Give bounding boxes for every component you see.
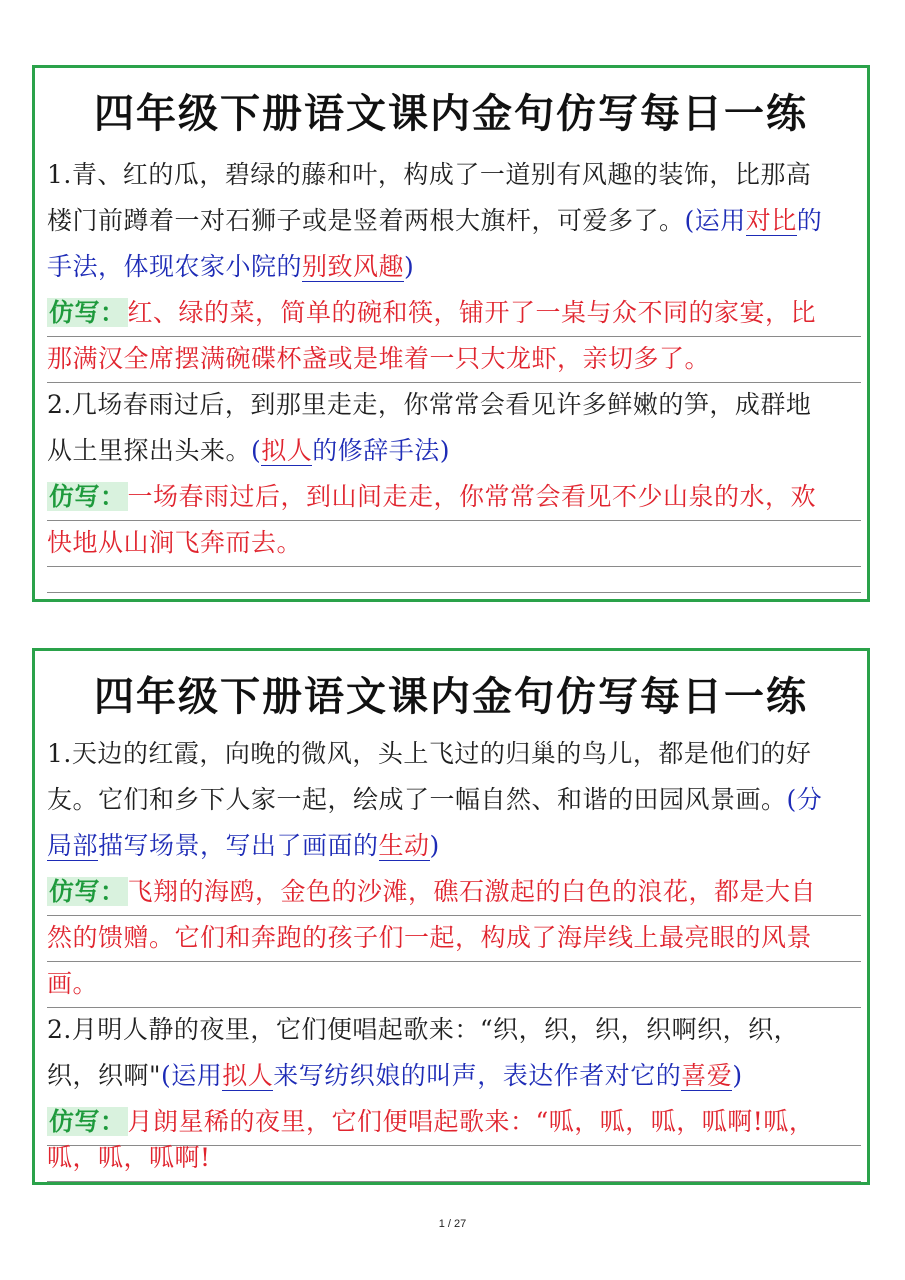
sentence-1-line-2: 友。它们和乡下人家一起，绘成了一幅自然、和谐的田园风景画。(分: [47, 785, 823, 814]
imitation-2-line-2: 快地从山涧飞奔而去。: [47, 520, 861, 567]
sentence-2-line-1: 2.月明人静的夜里，它们便唱起歌来：“织，织，织，织啊织，织，: [47, 1015, 800, 1044]
sentence-1-line-2: 楼门前蹲着一对石狮子或是竖着两根大旗杆，可爱多了。(运用对比的: [47, 206, 823, 235]
imitation-2-line-2: 呱，呱，呱啊!: [47, 1135, 861, 1182]
exercise-card-1: [32, 65, 870, 602]
sentence-1-line-1: 1.青、红的瓜，碧绿的藤和叶，构成了一道别有风趣的装饰，比那高: [47, 160, 812, 189]
sentence-2-line-1: 2.几场春雨过后，到那里走走，你常常会看见许多鲜嫩的笋，成群地: [47, 390, 812, 419]
sentence-1-line-1: 1.天边的红霞，向晚的微风，头上飞过的归巢的鸟儿，都是他们的好: [47, 739, 812, 768]
sentence-2-line-2: 从土里探出头来。(拟人的修辞手法): [47, 436, 451, 465]
imitation-label: 仿写：: [49, 1107, 126, 1136]
card-title: 四年级下册语文课内金句仿写每日一练: [94, 674, 808, 720]
imitation-2-line-1: 仿写：一场春雨过后，到山间走走，你常常会看见不少山泉的水，欢: [47, 474, 861, 521]
imitation-1-line-1: 仿写：飞翔的海鸥，金色的沙滩，礁石激起的白色的浪花，都是大自: [47, 869, 861, 916]
sentence-1-note: 局部描写场景，写出了画面的生动): [47, 831, 440, 860]
page-number: 1 / 27: [438, 1218, 467, 1230]
card-title: 四年级下册语文课内金句仿写每日一练: [94, 91, 808, 137]
sentence-1-note: 手法，体现农家小院的别致风趣): [47, 252, 415, 281]
exercise-card-2: [32, 648, 870, 1185]
imitation-1-line-3: 画。: [47, 961, 861, 1008]
imitation-label: 仿写：: [49, 877, 126, 906]
sentence-2-line-2: 织，织啊"(运用拟人来写纺织娘的叫声，表达作者对它的喜爱): [47, 1061, 743, 1090]
imitation-1-line-1: 仿写：红、绿的菜，简单的碗和筷，铺开了一桌与众不同的家宴，比: [47, 290, 861, 337]
imitation-label: 仿写：: [49, 298, 126, 327]
imitation-1-line-2: 那满汉全席摆满碗碟杯盏或是堆着一只大龙虾，亲切多了。: [47, 336, 861, 383]
imitation-2-line-1: 仿写：月朗星稀的夜里，它们便唱起歌来：“呱，呱，呱，呱啊!呱，: [47, 1099, 861, 1146]
imitation-1-line-2: 然的馈赠。它们和奔跑的孩子们一起，构成了海岸线上最亮眼的风景: [47, 915, 861, 962]
blank-writing-line: [47, 566, 861, 593]
imitation-label: 仿写：: [49, 482, 126, 511]
